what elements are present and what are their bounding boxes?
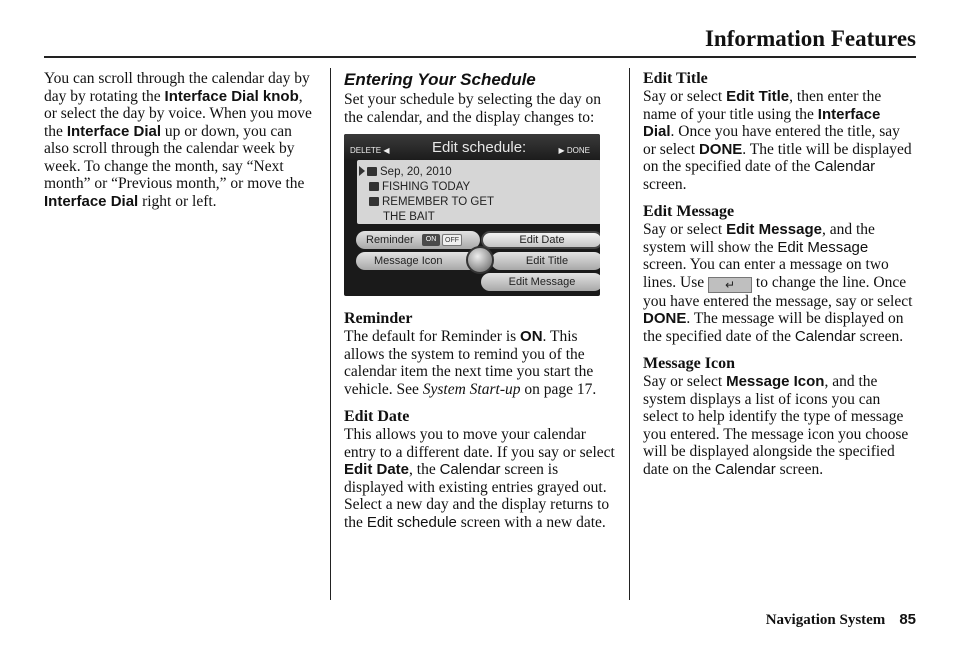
calendar-term: Calendar — [794, 327, 856, 345]
page-header-title: Information Features — [704, 26, 916, 51]
edit-title-heading: Edit Title — [643, 70, 708, 87]
message-icon-term: Message Icon — [726, 373, 825, 390]
done-term: DONE — [698, 140, 743, 158]
interface-dial-term: Interface Dial — [44, 192, 139, 210]
edit-message-heading: Edit Message — [643, 203, 735, 220]
edit-date-term: Edit Date — [344, 461, 410, 478]
edit-title-paragraph: Say or select Edit Title, then enter the name of your title using the Interface Dial. Once you have entered the title, say or select DONE. The title will be displayed on the specified date of the Calendar screen. — [643, 88, 912, 193]
edit-date-paragraph: This allows you to move your calendar entry to a different date. If you say or select Edit Date, the Calendar screen is displayed with existing entries grayed out. Select a new day and the display returns to the Edit schedule screen with a new date. — [344, 426, 615, 531]
return-key-icon: ↵ — [708, 277, 752, 293]
edit-message-term: Edit Message — [726, 221, 822, 238]
reminder-paragraph: The default for Reminder is ON. This allows the system to remind you of the calendar item the next time you start the vehicle. See System Start-up on page 17. — [344, 328, 597, 398]
edit-message-screen-term: Edit Message — [777, 238, 869, 256]
page-footer — [766, 611, 916, 629]
text-run: up or down, you can also scroll through the calendar week by week. To change the month, say “Next month” or “Previous month,” or move the — [44, 122, 305, 192]
reminder-off-toggle: OFF — [442, 234, 462, 246]
intro-paragraph — [44, 70, 316, 210]
page-number: 85 — [899, 611, 916, 628]
message-type-icon — [369, 197, 379, 206]
edit-message-paragraph: Say or select Edit Message, and the system will show the Edit Message screen. You can enter a message on two lines. Use ↵ to change the line. Once you have entered the message, say or select DONE. The message will be displayed on the specified date of the Calendar screen. — [643, 221, 913, 345]
column-1 — [44, 70, 316, 210]
schedule-message-line-1: REMEMBER TO GET — [369, 194, 494, 212]
reminder-on-toggle: ON — [422, 234, 440, 246]
selection-arrow-icon — [359, 166, 365, 176]
header-rule — [44, 56, 916, 58]
screen-message-icon-button: Message Icon — [356, 252, 482, 270]
text-run: You can scroll through the calendar day by day by rotating the — [44, 70, 310, 105]
screen-edit-message-button: Edit Message — [481, 273, 600, 291]
schedule-title-line: FISHING TODAY — [369, 179, 470, 197]
screen-edit-title-button: Edit Title — [491, 252, 600, 270]
message-type-icon — [369, 182, 379, 191]
reminder-heading: Reminder — [344, 310, 413, 327]
footer-label: Navigation System — [765, 612, 886, 628]
system-startup-reference: System Start-up — [422, 380, 521, 398]
column-2 — [344, 70, 618, 531]
screen-reminder-button: Reminder ON OFF — [356, 231, 480, 249]
edit-schedule-term: Edit schedule — [366, 513, 457, 531]
calendar-term: Calendar — [814, 158, 876, 175]
text-run: right or left. — [138, 192, 217, 210]
calendar-icon — [367, 167, 377, 176]
edit-date-heading: Edit Date — [344, 408, 410, 425]
schedule-date-line: Sep, 20, 2010 — [359, 164, 452, 182]
calendar-term: Calendar — [714, 460, 776, 478]
edit-title-term: Edit Title — [726, 88, 790, 105]
interface-dial-knob-icon — [466, 246, 494, 274]
calendar-term: Calendar — [439, 461, 501, 478]
interface-dial-knob-term: Interface Dial knob — [164, 87, 299, 105]
screen-done-button: ▶ DONE — [558, 146, 590, 155]
section-heading: Entering Your Schedule — [344, 70, 536, 89]
edit-schedule-screen-image — [344, 134, 600, 296]
message-icon-heading: Message Icon — [643, 355, 735, 372]
section-intro: Set your schedule by selecting the day on the calendar, and the display changes to: — [344, 91, 601, 126]
schedule-entry-panel — [357, 160, 600, 224]
schedule-message-line-2: THE BAIT — [383, 211, 435, 223]
done-term: DONE — [643, 310, 687, 327]
screen-delete-button: DELETE ◀ — [350, 146, 390, 155]
column-3 — [643, 70, 915, 478]
screen-edit-date-button: Edit Date — [481, 231, 600, 249]
column-divider-1 — [330, 68, 331, 600]
interface-dial-term: Interface Dial — [66, 122, 162, 140]
screen-title: Edit schedule: — [432, 139, 527, 156]
message-icon-paragraph: Say or select Message Icon, and the system displays a list of icons you can select to help identify the type of message you entered. The message icon you choose will be displayed alongside the specified date on the Calendar screen. — [643, 373, 909, 478]
interface-dial-term: Interface Dial — [643, 105, 881, 140]
on-term: ON — [520, 328, 543, 345]
column-divider-2 — [629, 68, 630, 600]
text-run: , or select the day by voice. When you move the — [44, 87, 312, 140]
